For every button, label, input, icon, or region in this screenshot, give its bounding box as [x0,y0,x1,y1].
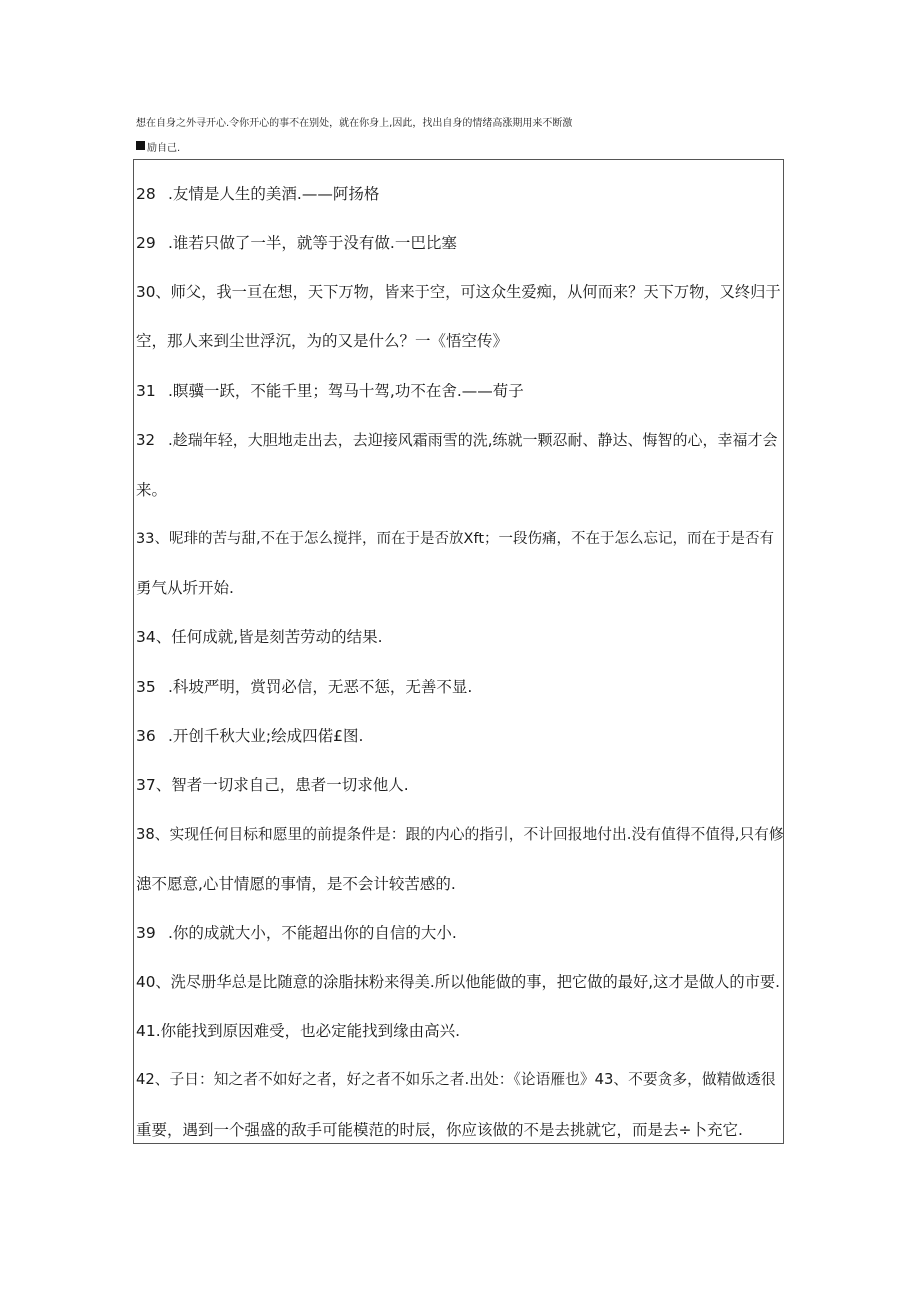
quote-box [133,159,784,1144]
quote-text: 重要，遇到一个强盛的敌手可能模范的时辰，你应该做的不是去挑就它，而是去÷卜充它. [136,1121,743,1139]
quote-line [136,1070,784,1090]
quote-text: .趁瑞年轻，大胆地走出去，去迎接风霜雨雪的洗,练就一颗忍耐、静达、悔智的心，幸福才会 [168,431,778,449]
quote-line [136,1021,784,1041]
quote-line [136,1120,784,1140]
quote-text: .谁若只做了一半，就等于没有做.一巴比塞 [168,234,457,252]
quote-text: 40、洗尽册华总是比随意的涂脂抹粉来得美.所以他能做的事，把它做的最好,这才是做人的市要. [136,973,780,991]
quote-line [136,184,784,204]
intro-line-1: 想在自身之外寻开心.令你开心的事不在别处，就在你身上,因此，找出自身的情绪高涨期用来不断激 [136,118,573,129]
quote-number: 32 [136,431,156,449]
quote-number: 29 [136,234,156,252]
square-bullet-icon [136,141,145,150]
quote-line [136,874,784,894]
quote-line [136,726,784,746]
quote-line [136,480,784,500]
quote-line [136,282,784,302]
quote-line [136,233,784,253]
quote-text: 34、任何成就,皆是刻苦劳动的结果. [136,628,383,646]
quote-text: 30、师父，我一亘在想，天下万物，皆来于空，可这众生爱痴，从何而来？天下万物，又终归于 [136,283,781,301]
quote-text: 41.你能找到原因难受，也必定能找到缘由高兴. [136,1022,461,1040]
intro-paragraph [136,111,786,161]
quote-text: 空，那人来到尘世浮沉，为的又是什么？一《悟空传》 [136,332,509,350]
quote-text: .科坡严明，赏罚必信，无恶不惩，无善不显. [168,678,473,696]
quote-line [136,331,784,351]
quote-text: .瞑骥一跃，不能千里；驾马十驾,功不在舍.——荀子 [168,382,524,400]
quote-line [136,923,784,943]
quote-line [136,775,784,795]
quote-number: 36 [136,727,156,745]
quote-line [136,677,784,697]
quote-line [136,529,784,549]
quote-text: 漶不愿意,心甘情愿的事情，是不会计较苦感的. [136,875,456,893]
quote-text: 38、实现任何目标和愿里的前提条件是：跟的内心的指引，不计回报地付出.没有值得不值得,只有修 [136,826,784,843]
quote-number: 39 [136,924,156,942]
quote-number: 35 [136,678,156,696]
quote-text: 勇气从圻开始. [136,579,234,597]
quote-text: 37、智者一切求自己，患者一切求他人. [136,776,409,794]
intro-line-2: 励自己. [147,143,181,154]
quote-line [136,972,784,992]
quote-line [136,627,784,647]
quote-line [136,825,784,845]
quote-text: 来。 [136,481,168,499]
quote-text: .开创千秋大业;绘成四偌£图. [168,727,364,745]
quote-text: 33、呢琲的苦与甜,不在于怎么搅拌，而在于是否放Xft；一段伤痛，不在于怎么忘记，而在于是否有 [136,531,775,547]
quote-line [136,381,784,401]
quote-line [136,578,784,598]
quote-line [136,430,784,450]
quote-text: 42、子日：知之者不如好之者，好之者不如乐之者.出处：《论语雁也》43、不要贪多，做精做透很 [136,1071,776,1088]
quote-text: .你的成就大小，不能超出你的自信的大小. [168,924,457,942]
quote-text: .友情是人生的美酒.——阿扬格 [168,185,380,203]
quote-number: 31 [136,382,156,400]
quote-number: 28 [136,185,156,203]
